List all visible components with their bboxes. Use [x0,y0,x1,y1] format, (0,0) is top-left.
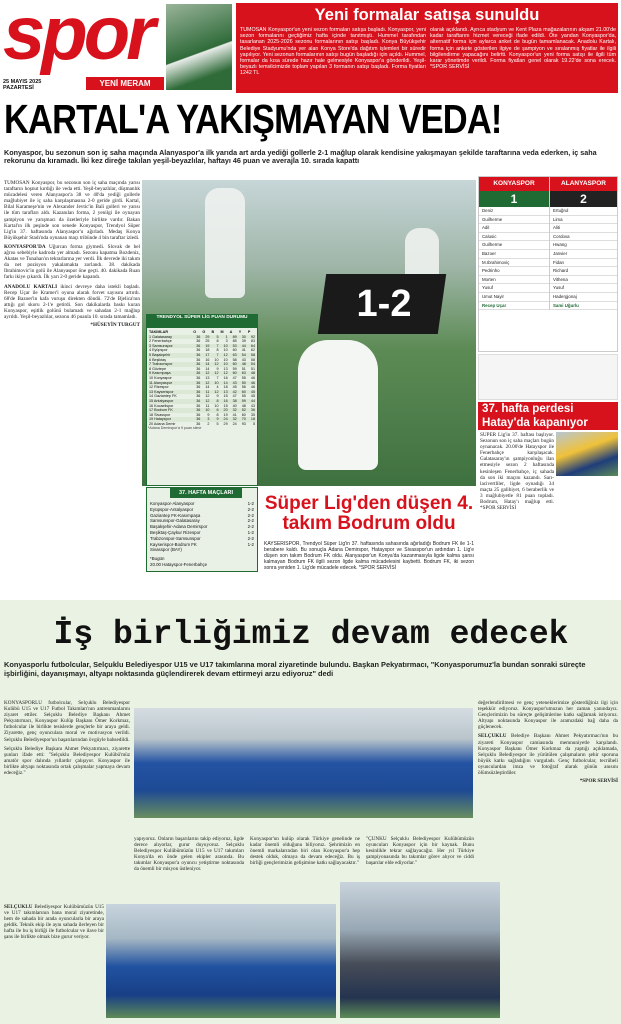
league-cell: 42 [229,390,238,395]
league-cell: 10 [214,403,219,408]
league-cell: 45 [250,394,255,399]
league-cell: 4 [216,385,219,390]
league-cell: 89 [229,335,238,340]
lead-subhead-2: KONYASPOR'DA [4,243,46,250]
league-cell: 14 [205,366,210,371]
league-cell: 8 [216,339,219,344]
lineup-player: Guilherme [479,216,549,225]
league-table-header [148,330,256,335]
newspaper-logo: spor [3,0,152,76]
league-cell: 59 [238,399,247,404]
player-figure-3 [298,340,378,470]
promo-text-left: TÜMOSAN Konyaspor'un yeni sezon formaları satışa başladı. Konyaspor, yeni sezon formalarını geçtiğimiz hafta içinde tanıtmıştı. Hummel tarafından tasarlanan 2025-2026 sezonu formalarının satışı başladı. Konya Büyükşehir Belediye Stadyumu'nda yer alan Konya Store'da dağıtım işlemleri bir süredir yapılıyor. Yeni sezonun formalarının satışı bugün başladığı için açıldı. Hummel, formalar da kısa sürede hazır hale gelmesiyle Konyaspor'a gönderildi. Yeşil-beyazlı temsilcimizde toplam yapılan 3 formanın satışı başladı. Forma fiyatları 1242 TL [240,27,426,77]
team-photo-2 [106,904,336,1018]
league-cell: 58 [250,357,255,362]
second-col-2: yapıyoruz. Onların başarılarını takip ediyoruz, ligde derece alıyorlar, gurur duyuyoruz. Selçuklu Belediyespor Kulübümüzün U15 ve U17 takımları Konya'da en önde gelen ekipler arasında. Bu takımlar Konyaspor'a oyuncu yetiştirme noktasında da önemli bir misyon üstleniyor. [134,836,244,873]
league-cell: 36 [192,399,201,404]
league-cell: 44 [238,344,247,349]
league-col-header: TAKIMLAR [149,330,168,334]
league-table [148,330,256,431]
league-cell: 45 [247,390,256,395]
league-cell: 48 [238,362,247,367]
league-cell: 13 Kayserispor [148,390,192,395]
lineup-home-team: KONYASPOR [479,177,549,191]
week37-match-score: 2-2 [247,524,254,530]
issue-date: 25 MAYIS 2025 PAZARTESİ [3,79,42,91]
league-cell: 35 [250,412,255,417]
league-cell: 24 [220,417,229,422]
league-cell: 58 [247,353,256,358]
league-cell: 10 [214,357,219,362]
league-cell: 92 [247,335,256,340]
league-cell: 9 [207,412,210,417]
league-cell: 47 [232,394,237,399]
league-cell: 12 [201,399,210,404]
league-cell: 1 [220,335,229,340]
lineup-player: Ertuğrul [550,207,617,216]
bodrum-title: Süper Lig'den düşen 4. takım Bodrum oldu [264,493,474,534]
league-cell: 8 [216,348,219,353]
league-cell: 18 [205,348,210,353]
league-cell: 36 [196,357,201,362]
league-col-header: A [229,330,233,334]
league-cell: 62 [250,348,255,353]
league-cell: 7 Trabzonspor [148,362,192,367]
week37-match-score: 2-2 [247,506,254,512]
league-cell: 46 [250,385,255,390]
league-cell: 36 [192,390,201,395]
league-cell: 10 [201,408,210,413]
second-subhead: Konyasporlu futbolcular, Selçuklu Belediyespor U15 ve U17 takımlarına moral ziyaretinde bulundu. Başkan Pekyatırmacı, "Konyasporumuz'la bundan sonraki süreçte işbirliğini, dayanışmayı, altyapı noktasında güçlendirerek devam ettirmeyi arzu ediyoruz" dedi [4,660,586,678]
week37-match-teams: Sivasspor (BAY) [150,547,182,553]
section-tag: YENİ MERAM [86,77,164,90]
league-cell: 9 [216,366,219,371]
week37-match-score: 1-2 [247,501,254,506]
league-cell: 5 [210,335,219,340]
league-cell: 12 [210,390,219,395]
league-col-header: O [193,330,197,334]
league-cell: 7 [210,344,219,349]
league-cell: 25 [205,339,210,344]
league-cell: 8 [216,412,219,417]
league-cell: 60 [238,390,247,395]
league-cell: 51 [241,366,246,371]
league-cell: 36 [192,417,201,422]
week37-footnote: *Bugün 20.00 Hatayspor-Fenerbahçe [150,556,208,567]
second-headline: İş birliğimiz devam edecek [53,616,569,653]
second-col-1: KONYASPORLU futbolcular, Selçuklu Belediyespor Kulübü U15 ve U17 Futbol Takımları'nın antrenmanlarını ziyaret ettiler. Selçuklu Belediye Başkanı Ahmet Pekyatırmacı, Konyaspor Kulüp Başkanı Ömer Korkmaz, futbolcular ile birlikte tesislerde gençlerle bir araya geldi. Ziyarette, genç oyunculara moral ve motivasyon verildi. Selçuklu Belediyespor'un başarılarından övgüyle bahsedildi. Selçuklu Belediye Başkanı Ahmet Pekyatırmacı, ziyarette şunları ifade etti: "Selçuklu Belediyespor Kulübü'müz amatör spor dalında yıllardır çalışıyor. Konyaspor ile birlikte altyapı noktasında ortak çalışmalar yapmaya devam edeceğiz." [4,700,130,777]
league-cell: 19 Hatayspor [148,417,192,422]
league-cell: 63 [238,371,247,376]
league-cell: 5 Başakşehir [148,353,192,358]
league-cell: 36 [196,366,201,371]
league-cell: 9 [216,394,219,399]
league-col-header: Y [238,330,242,334]
lead-para-1: TÜMOSAN Konyaspor, bu sezonun son iç saha maçında yarısı taraftarın hoşnut kırdığı ile veda etti. Yeşil-beyazlılar, düşmanlık mücadelesi veren Alanyaspor'a 38 ve 40'da yediği gollerle mağlubiyet ile iç saha karşılaşmasına 2-0 geride girdi. Kartal, Bilal Karameşe'nin ve Alexander Jevtic'in Bali golleri ve yarısı ile tüm tarafları aldı. Kazanılan forma, 2 yenilgi ile oynayan şampiyon ve yarışmacı da özetleriyle birlikte vardır. Bakan Kartal'ın ilk peşinde son senede Konyaspor, Trendyol Süper Lig'in 37. haftasında Alanyaspor'u ağırladı. Medaş Konya Büyükşehir Stadı'nda oynanan maçı tribünde 4 bin taraftar izledi. [4,180,140,241]
lineup-player: Yusuf [479,284,549,293]
league-cell: 15 Antalyaspor [148,399,192,404]
league-cell: 10 [223,348,228,353]
lineup-away [549,177,617,310]
lineup-player: Hadergjonaj [550,293,617,302]
league-cell: 63 [229,353,238,358]
league-cell: 16 Kocaelispor [149,403,174,408]
league-cell: 20 Adana Demir [149,421,176,426]
lineup-player: Calusic [479,233,549,242]
league-cell: 5 [252,421,255,426]
league-cell: 10 [220,344,229,349]
lineup-home [479,177,549,310]
league-col-header: M [220,330,224,334]
league-cell: 11 [201,390,210,395]
league-cell: 29 [223,421,228,426]
second-col-3: Konyaspor'un kulüp olarak Türkiye genelinde ne kadar önemli olduğunu biliyoruz. Şehrimizin en önemli markalarından biri olan Konyaspor'a hep destek olduk, olmaya da devam edeceğiz. Bu iş birliği gençlerimizin gelişimine katkı sağlayacaktır." [250,836,360,867]
league-cell: 38 [229,399,238,404]
lineup-player: Guilherme [479,241,549,250]
lead-subhead-3: ANADOLU KARTALI [4,283,58,290]
lead-column [4,180,140,592]
match-details-strip [478,354,618,400]
league-cell: 11 Alanyaspor [148,381,192,386]
league-cell: 14 Gaziantep FK [149,394,177,399]
league-cell: 36 [196,412,201,417]
league-cell: 59 [232,366,237,371]
masthead-photo [166,4,232,90]
lineup-player: Richard [550,267,617,276]
lead-para-3: ikinci devreye daha istekli başladı. Recep Uçar ile Kramer'i oyuna alarak forvet sayısını artırdı. 68'de Bazoer'in kafa vuruşu direkten döndü. 72'de Bjelica'nın attığı gol skoru 2-1'e getirdi. Son dakikalarda baskı kuran Konyaspor, eşitlik golünü bulamadı ve sahadan 2-1 mağlup ayrıldı. Yeşil-beyazlılar, sezonu 46 puanla 10. sırada tamamladı. [4,283,140,320]
league-cell: 3 [225,339,228,344]
league-cell: 24 [232,421,237,426]
league-cell: 14 [201,362,210,367]
promo-text-right: olarak açıklandı. Ayrıca stadyum ve Kent Plaza mağazalarının akşam 21.00'de kadar taraftarını hizmet vereceği ifade edildi. Öte yandan Konyaspor'da, alternatif forma için aylarca anket de bugün tamamlanacak. Anadolu Kartalı, forma için ankete gösterilen ilgiye de şampiyon ve sıralanmış fiyatlar ile ilgili bilgilendirme yapacağını belirtti. Konyaspor'un yeni forma satışı ile ilgili tüm karar yönetimde verildi. Forma fiyatları genel olarak 19.22'de sona erecek. *SPOR SERVİSİ [430,27,616,71]
league-cell: 5 [216,421,219,426]
match-score: 1-2 [356,283,412,325]
league-cell: 6 Beşiktaş [149,357,167,362]
league-cell: 50 [238,381,247,386]
league-cell: 93 [241,421,246,426]
week37-match-teams: Beşiktaş-Çaykur Rizespor [150,530,201,535]
league-cell: 36 [196,375,201,380]
league-cell: 64 [247,344,256,349]
league-cell: 2 [207,421,210,426]
league-cell: 36 [192,362,201,367]
second-col-4: "ÇÜNKÜ Selçuklu Belediyespor Kulübümüzün oyuncuları Konyaspor için bir kaynak. Bunu kesinlikle tekrar sağlayacağız. Her yıl Türkiye şampiyonasında bu takımlar görev alıyor ve ciddi başarılar elde ediyorlar." [366,836,474,867]
league-cell: 30 [238,335,247,340]
week37-match-score: 2-2 [247,518,254,524]
league-cell: 56 [241,385,246,390]
lineup-away-score: 2 [550,191,617,207]
lineup-player: Bazoer [479,250,549,259]
league-cell: 4 Eyüpspor [149,348,168,353]
league-cell: 36 [196,421,201,426]
bottom-left-text: SELÇUKLU Belediyespor Kulübümüzün U15 ve U17 takımlarının bana moral ziyaretinde, hem de sahada bir arada oyuncularla bir araya geldik. Teknik ekip ile aynı sahada ilerleyen bir hafta ile bu iş birliği ile futbolcular ve ilave bir şans ile birlikte olmak bize gurur veriyor. [4,904,104,941]
league-cell: 43 [229,381,238,386]
league-cell: 10 [223,357,228,362]
league-cell: 36 [192,408,201,413]
lineup-player: Vithena [550,276,617,285]
main-subhead: Konyaspor, bu sezonun son iç saha maçında Alanyaspor'a ilk yarıda art arda yediği gollerle 2-1 mağlup olarak kendisine yakışmayan şekilde taraftarına veda ederken, iç saha rekorunu da kıramadı. İki kez direğe takılan yeşil-beyazlılar, haftayı 46 puan ve averajla 10. sırada kapattı [4,148,597,166]
league-cell: 46 [247,381,256,386]
league-cell: 17 Bodrum FK [148,408,192,413]
league-cell: 85 [232,339,237,344]
league-cell: 18 [223,385,228,390]
week37-preview-title: 37. hafta perdesi Hatay'da kapanıyor [482,402,588,429]
lead-para-2: Uğurcan forma giymedi. Slovak de bel ağrısı sebebiyle kadroda yer almadı. Sezonu kapatma Bozdeniz, Akatas ve Tunahan'ın tekrarlarına yer verdi. İlk devrede iki takım da net pozisyon yakalamakta zorlandı. 38. dakikada Ibrahimovic'in golü ile Alanyaspor öne geçti. 40. dakikada Ruan farkı ikiye çıkardı. İlk yarı 2-0 geride kapandı. [4,243,140,281]
second-col-5: değerlendirilmesi ve genç yeteneklerimize gösterdiğiniz ilgi için teşekkür ediyoruz. Konyaspor'umuzun her zaman yanındayız. Gençlerimizin bu süreçte gelişimlerine katkı sağlamak istiyoruz. Altyapı noktasında Konyaspor ile aramızdaki bağ daha da güçlenecek. SELÇUKLU Belediye Başkanı Ahmet Pekyatırmacı'nın bu ziyareti Konyaspor camiasında memnuniyetle karşılandı. Konyaspor Başkanı Ömer Korkmaz da yaptığı açıklamada, Selçuklu Belediyespor ile yürütülen çalışmaların şehir sporuna büyük katkı sağladığını vurguladı. Genç futbolcular, tecrübeli oyunculardan imza ve fotoğraf alarak günün anısını ölümsüzleştirdiler. *SPOR SERVİSİ [478,700,618,785]
lineup-player: Aliti [550,224,617,233]
league-table-title: TRENDYOL SÜPER LİG PUAN DURUMU [146,314,258,328]
lineup-player: Pedrinho [479,267,549,276]
league-cell: 43 [241,357,246,362]
week37-match-score: 1-2 [247,541,254,547]
league-cell: 36 [196,348,201,353]
main-headline: KARTAL'A YAKIŞMAYAN VEDA! [4,96,502,142]
league-cell: 36 [247,408,256,413]
league-col-header: B [211,330,215,334]
league-cell: 13 [205,375,210,380]
league-cell: 36 [196,403,201,408]
league-cell: 3 Samsunspor [148,344,192,349]
league-cell: 70 [238,417,247,422]
league-cell: 46 [250,375,255,380]
league-cell: 18 [247,417,256,422]
league-cell: 54 [247,362,256,367]
league-cell: 15 [223,394,228,399]
week37-match-teams: Trabzonspor-Samsunspor [150,535,201,541]
week37-match-score: 1-2 [247,530,254,535]
league-col-header: G [202,330,206,334]
league-cell: 41 [232,412,237,417]
week37-preview-text: SÜPER Lig'in 37. haftası başlıyor. Sezonun son iç saha maçları bugün oynanacak. 20.00'de Hatayspor ile Fenerbahçe karşılaşacak. Galatasaray'ın şampiyonluğu ilan etmesiyle sezon 2 haftasında kesinleşen Fenerbahçe, iç sahada da son iki maçını kazandı. Sarı-lacivertliler, ligde oynadığı 34 maçta 25 galibiyet, 6 beraberlik ve 3 mağlubiyetle 81 puan topladı. Bodrum, Hatay'ı mağlup etti. *SPOR SERVİSİ [480,432,554,512]
league-cell: 19 [201,344,210,349]
league-cell: 45 [232,385,237,390]
league-cell: 55 [241,394,246,399]
week37-match-teams: Başakşehir-Adana Demirspor [150,524,208,530]
league-cell: 6 [210,408,219,413]
week37-match-score: 2-2 [247,512,254,518]
league-cell: 54 [238,353,247,358]
league-cell: 1 Galatasaray [148,335,192,340]
league-cell: 29 [201,335,210,340]
league-cell: 48 [247,371,256,376]
byline: *HÜSEYİN TURGUT [90,322,140,329]
player-figure-1 [205,188,245,298]
league-cell: 12 [201,381,210,386]
lineup-player: Fidan [550,259,617,268]
lineup-home-score: 1 [479,191,549,207]
league-cell: 55 [241,375,246,380]
league-cell: 47 [232,375,237,380]
league-cell: 36 [192,381,201,386]
league-cell: 32 [229,408,238,413]
league-cell: 36 [192,335,201,340]
league-cell: 16 [223,375,228,380]
league-cell: 8 [210,399,219,404]
lineup-player: Janvier [550,250,617,259]
league-cell: 7 [210,353,219,358]
lineup-player: Morten [479,276,549,285]
league-cell: 48 [241,403,246,408]
league-cell: 2 Fenerbahçe [149,339,172,344]
league-cell: 36 [192,371,201,376]
league-cell: 52 [238,408,247,413]
week37-match-teams: Samsunspor-Galatasaray [150,518,200,524]
league-cell: 36 [196,394,201,399]
league-cell: 14 [220,381,229,386]
league-cell: 17 [201,353,210,358]
lineup-home-coach: Recep Uçar [479,302,549,311]
league-cell: 18 Sivasspor [149,412,171,417]
league-cell: 83 [250,339,255,344]
week37-match-teams: Konyaspor-Alanyaspor [150,501,195,506]
bodrum-text: KAYSERİSPOR, Trendyol Süper Lig'in 37. haftasında sahasında ağırladığı Bodrum FK ile 1-1 berabere kaldı. Bu sonuçla Adana Demirspor, Hatayspor ve Sivasspor'un ardından 1. Lig'e düşen son takım Bodrum FK oldu. Alanyaspor'un Konya'da kazanmasıyla ligde kalma şansı kalmayan Bodrum FK ilgili sezon ligde kalma mücadelesini kaybetti. Bodrum FK, iki sezon sonra yeniden 1. Lig'de mücadele edecek. *SPOR SERVİSİ [264,541,474,571]
week37-title: 37. HAFTA MAÇLARI [170,488,242,498]
league-cell: 10 Konyaspor [149,375,172,380]
league-cell: 60 [229,362,238,367]
league-cell: 7 [216,375,219,380]
week37-match [150,547,254,553]
week37-match-teams: Gaziantep FK-Kasımpaşa [150,512,201,518]
league-cell: 60 [232,348,237,353]
league-cell: 53 [229,344,238,349]
league-cell: 12 [201,371,210,376]
league-cell: 12 Rizespor [149,385,169,390]
league-cell: 43 [250,403,255,408]
team-photo-1 [134,708,473,818]
lineup-player: Adil [479,224,549,233]
week37-preview-photo [556,432,618,476]
league-cell: 10 [210,381,219,386]
week37-match-score: 2-2 [247,535,254,541]
lineup-away-coach: Sami Uğurlu [550,302,617,311]
week37-match-teams: Eyüpspor-Antalyaspor [150,506,194,512]
team-photo-3 [340,882,500,1018]
lineup-player: Cordova [550,233,617,242]
lineup-box [478,176,618,352]
league-col-header: P [247,330,251,334]
league-cell: 3 [201,417,210,422]
league-cell: 39 [241,339,246,344]
lineup-player: M.Ibrahimoviç [479,259,549,268]
league-cell: 32 [229,417,238,422]
lineup-player: Deniz [479,207,549,216]
league-cell: 20 [220,408,229,413]
league-cell: 11 [205,403,210,408]
league-cell: 14 [205,385,210,390]
league-cell: 13 [220,390,229,395]
league-cell: 19 [223,412,228,417]
league-cell: 12 [210,362,219,367]
league-cell: 9 [210,417,219,422]
league-cell: 12 [205,394,210,399]
league-cell: 60 [229,371,238,376]
league-table-note: *Adana Demirspor'a 9 puan silme [148,426,202,431]
league-cell: 36 [196,385,201,390]
league-cell: 12 [210,371,219,376]
league-cell: 41 [241,348,246,353]
lineup-player: Hwang [550,241,617,250]
lineup-away-team: ALANYASPOR [550,177,617,191]
league-cell: 40 [232,403,237,408]
lineup-player: Umut Nayir [479,293,549,302]
league-cell: 15 [223,403,228,408]
week37-match-teams: Kayserispor-Bodrum FK [150,541,197,547]
league-cell: 58 [232,357,237,362]
league-cell: 36 [192,344,201,349]
league-cell: 10 [220,362,229,367]
league-cell: 9 Kasımpaşa [148,371,192,376]
league-cell: 36 [192,353,201,358]
league-cell: 51 [250,366,255,371]
league-cell: 60 [241,412,246,417]
league-cell: 36 [196,339,201,344]
league-cell: 44 [247,399,256,404]
lineup-player: Yusuf [550,284,617,293]
league-cell: 12 [220,353,229,358]
promo-title: Yeni formalar satışa sunuldu [314,6,540,24]
league-cell: 8 Göztepe [149,366,167,371]
league-cell: 13 [223,366,228,371]
league-cell: 16 [220,399,229,404]
league-cell: 16 [205,357,210,362]
lineup-player: Lima [550,216,617,225]
league-cell: 12 [220,371,229,376]
